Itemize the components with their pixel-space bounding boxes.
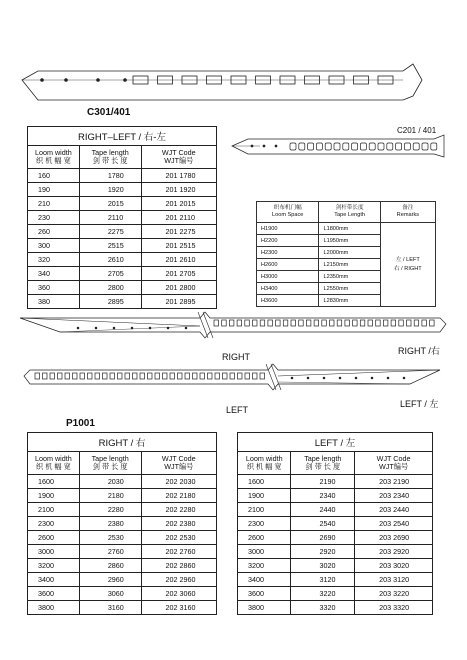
table-cell: H3400 xyxy=(257,283,319,295)
tape-slot xyxy=(299,143,305,150)
table-cell: 340 xyxy=(28,267,80,281)
tape-slot xyxy=(396,143,402,150)
table-row xyxy=(28,183,217,197)
tape-slot xyxy=(334,143,340,150)
table-cell: 1900 xyxy=(238,489,291,503)
table-cell: 3400 xyxy=(238,573,291,587)
table-cell: 300 xyxy=(28,239,80,253)
table-cell: 2600 xyxy=(238,531,291,545)
tape-slot xyxy=(431,143,437,150)
table-cell: 160 xyxy=(28,169,80,183)
c301-heading: C301/401 xyxy=(87,107,131,118)
tape-slot xyxy=(283,320,288,326)
tape-hole xyxy=(291,377,293,379)
tape-slot xyxy=(325,143,331,150)
table-row xyxy=(28,559,217,573)
table-cell: 2280 xyxy=(79,503,141,517)
p1001-left-tape-drawing xyxy=(24,364,440,390)
tape-slot xyxy=(314,320,319,326)
table-cell: 202 2860 xyxy=(141,559,216,573)
tape-slot xyxy=(422,143,428,150)
c301-tape-drawing xyxy=(22,64,422,100)
table-cell: 2610 xyxy=(79,253,141,267)
table-cell: 2690 xyxy=(291,531,355,545)
table-cell: 3800 xyxy=(28,601,80,615)
table-row xyxy=(238,489,433,503)
tape-slot xyxy=(155,373,160,379)
tape-slot xyxy=(118,373,123,379)
table-cell: 1780 xyxy=(79,169,141,183)
table-cell: 201 2895 xyxy=(141,295,216,309)
tape-slot xyxy=(391,320,396,326)
table-row xyxy=(28,573,217,587)
table-cell: 1920 xyxy=(79,183,141,197)
table-cell: 320 xyxy=(28,253,80,267)
table-cell: 1600 xyxy=(28,475,80,489)
table-cell: 1600 xyxy=(238,475,291,489)
tape-slot xyxy=(306,320,311,326)
table-cell: 3060 xyxy=(79,587,141,601)
table-cell: 202 2380 xyxy=(141,517,216,531)
table-cell: 2530 xyxy=(79,531,141,545)
tape-slot xyxy=(352,143,358,150)
c301-header-loom-width: Loom width 织 机 幅 宽 xyxy=(28,146,80,169)
tape-hole xyxy=(387,377,389,379)
remark-text: 左 / LEFT xyxy=(395,256,420,263)
table-cell: L1950mm xyxy=(319,235,380,247)
tape-slot xyxy=(290,143,296,150)
table-row xyxy=(28,211,217,225)
table-cell: H1900 xyxy=(257,223,319,235)
tape-slot xyxy=(148,373,153,379)
tape-slot xyxy=(368,320,373,326)
table-cell: 203 3120 xyxy=(355,573,433,587)
tape-slot xyxy=(316,143,322,150)
table-cell: H2200 xyxy=(257,235,319,247)
table-cell: 203 2190 xyxy=(355,475,433,489)
table-cell: 2800 xyxy=(79,281,141,295)
p1001-left-header-loom-width: Loom width 织 机 幅 宽 xyxy=(238,452,291,475)
table-row xyxy=(28,295,217,309)
tape-slot xyxy=(215,373,220,379)
tape-slot xyxy=(245,320,250,326)
tape-slot xyxy=(140,373,145,379)
p1001-left-table-body xyxy=(238,475,433,615)
tape-slot xyxy=(43,373,48,379)
table-row xyxy=(28,239,217,253)
p1001-heading: P1001 xyxy=(66,418,95,429)
tape-slot xyxy=(276,320,281,326)
table-row xyxy=(28,545,217,559)
table-cell: 3200 xyxy=(238,559,291,573)
table-row xyxy=(257,223,436,235)
table-row xyxy=(238,545,433,559)
tape-slot xyxy=(50,373,55,379)
table-cell: 210 xyxy=(28,197,80,211)
tape-hole xyxy=(403,377,405,379)
tape-slot xyxy=(360,320,365,326)
p1001-left-table xyxy=(237,432,433,615)
table-row xyxy=(28,197,217,211)
tape-slot xyxy=(80,373,85,379)
table-cell: 201 2110 xyxy=(141,211,216,225)
tape-slot xyxy=(223,373,228,379)
tape-slot xyxy=(360,143,366,150)
table-cell: 201 2800 xyxy=(141,281,216,295)
p1001-right-table-body xyxy=(28,475,217,615)
tape-slot xyxy=(73,373,78,379)
table-cell: 201 2275 xyxy=(141,225,216,239)
table-cell: 2300 xyxy=(238,517,291,531)
table-cell: 3000 xyxy=(28,545,80,559)
tape-slot xyxy=(193,373,198,379)
tape-hole xyxy=(307,377,309,379)
c301-table-caption: RIGHT–LEFT / 右-左 xyxy=(28,127,217,146)
tape-slot xyxy=(387,143,393,150)
c201-tape-drawing xyxy=(232,135,444,157)
table-cell: 2760 xyxy=(79,545,141,559)
table-cell: 2705 xyxy=(79,267,141,281)
tape-hole xyxy=(149,327,151,329)
tape-slot xyxy=(299,320,304,326)
table-cell: 202 2530 xyxy=(141,531,216,545)
tape-slot xyxy=(337,320,342,326)
table-row xyxy=(28,601,217,615)
table-row xyxy=(28,281,217,295)
tape-slot xyxy=(422,320,427,326)
table-cell: 3160 xyxy=(79,601,141,615)
table-cell: 2275 xyxy=(79,225,141,239)
tape-slot xyxy=(343,143,349,150)
tape-slot xyxy=(376,320,381,326)
tape-slot xyxy=(200,373,205,379)
c201-table xyxy=(256,201,436,307)
remark-text: 右 / RIGHT xyxy=(394,265,422,272)
tape-hole xyxy=(95,327,97,329)
table-cell: H2300 xyxy=(257,247,319,259)
tape-slot xyxy=(214,320,219,326)
c201-header-remarks: 备注 Remarks xyxy=(380,202,435,223)
table-row xyxy=(28,253,217,267)
table-cell: H3600 xyxy=(257,295,319,307)
table-cell: H3000 xyxy=(257,271,319,283)
p1001-left-table-caption: LEFT / 左 xyxy=(238,433,433,452)
table-cell: 2515 xyxy=(79,239,141,253)
tape-hole xyxy=(339,377,341,379)
p1001-right-table-caption: RIGHT / 右 xyxy=(28,433,217,452)
tape-slot xyxy=(58,373,63,379)
tape-slot xyxy=(208,373,213,379)
table-cell: 3020 xyxy=(291,559,355,573)
tape-slot xyxy=(35,373,40,379)
tape-slot xyxy=(322,320,327,326)
table-cell: 202 2280 xyxy=(141,503,216,517)
left-cn-label: LEFT / 左 xyxy=(400,399,439,409)
c301-header-tape-length: Tape length 剑 带 长 度 xyxy=(79,146,141,169)
tape-slot xyxy=(185,373,190,379)
tape-slot xyxy=(65,373,70,379)
table-cell: 203 2340 xyxy=(355,489,433,503)
c201-heading: C201 / 401 xyxy=(397,126,437,135)
tape-hole xyxy=(113,327,115,329)
table-cell: L2350mm xyxy=(319,271,380,283)
table-row xyxy=(238,503,433,517)
c301-header-wjt-code: WJT Code WJT编号 xyxy=(141,146,216,169)
table-cell: 202 2760 xyxy=(141,545,216,559)
table-row xyxy=(238,559,433,573)
p1001-right-table xyxy=(27,432,217,615)
table-cell: 3000 xyxy=(238,545,291,559)
tape-slot xyxy=(413,143,419,150)
table-row xyxy=(28,517,217,531)
table-cell: 3320 xyxy=(291,601,355,615)
tape-slot xyxy=(378,143,384,150)
table-cell: 2340 xyxy=(291,489,355,503)
tape-slot xyxy=(88,373,93,379)
tape-slot xyxy=(110,373,115,379)
table-cell: 202 2030 xyxy=(141,475,216,489)
table-cell: L2000mm xyxy=(319,247,380,259)
table-cell: 2440 xyxy=(291,503,355,517)
table-row xyxy=(238,517,433,531)
c201-header-loom-space: 织布机门幅 Loom Space xyxy=(257,202,319,223)
p1001-right-header-loom-width: Loom width 织 机 幅 宽 xyxy=(28,452,80,475)
table-cell: L2150mm xyxy=(319,259,380,271)
tape-slot xyxy=(268,320,273,326)
tape-slot xyxy=(245,373,250,379)
table-row xyxy=(238,475,433,489)
tape-slot xyxy=(163,373,168,379)
table-cell: 203 2920 xyxy=(355,545,433,559)
table-cell: 2860 xyxy=(79,559,141,573)
c201-table-body xyxy=(257,223,436,307)
tape-slot xyxy=(222,320,227,326)
table-cell: 2380 xyxy=(79,517,141,531)
tape-slot xyxy=(230,373,235,379)
table-cell: 2960 xyxy=(79,573,141,587)
p1001-right-tape-drawing xyxy=(20,312,446,338)
tape-slot xyxy=(95,373,100,379)
table-cell: 2110 xyxy=(79,211,141,225)
tape-slot xyxy=(430,320,435,326)
tape-slot xyxy=(399,320,404,326)
tape-hole xyxy=(355,377,357,379)
table-cell: 2030 xyxy=(79,475,141,489)
tape-slot xyxy=(291,320,296,326)
table-cell: 3600 xyxy=(238,587,291,601)
table-cell: 201 2705 xyxy=(141,267,216,281)
table-cell: 3120 xyxy=(291,573,355,587)
table-cell: 203 2440 xyxy=(355,503,433,517)
table-row xyxy=(28,475,217,489)
table-row xyxy=(238,573,433,587)
table-cell: 203 2690 xyxy=(355,531,433,545)
table-cell: 1900 xyxy=(28,489,80,503)
table-cell: H2600 xyxy=(257,259,319,271)
tape-slot xyxy=(369,143,375,150)
table-cell: 2920 xyxy=(291,545,355,559)
table-cell: 2300 xyxy=(28,517,80,531)
tape-hole xyxy=(167,327,169,329)
tape-hole xyxy=(371,377,373,379)
tape-slot xyxy=(103,373,108,379)
table-cell: 201 1780 xyxy=(141,169,216,183)
table-cell: 230 xyxy=(28,211,80,225)
left-label: LEFT xyxy=(226,405,249,415)
table-row xyxy=(28,225,217,239)
tape-slot xyxy=(133,373,138,379)
tape-slot xyxy=(253,373,258,379)
table-cell: 201 1920 xyxy=(141,183,216,197)
table-cell: 3220 xyxy=(291,587,355,601)
table-cell: 190 xyxy=(28,183,80,197)
table-cell: 203 2540 xyxy=(355,517,433,531)
table-row xyxy=(238,601,433,615)
tape-hole xyxy=(323,377,325,379)
tape-hole xyxy=(185,327,187,329)
table-cell: 2100 xyxy=(28,503,80,517)
table-cell: 2180 xyxy=(79,489,141,503)
table-cell: 3200 xyxy=(28,559,80,573)
c201-header-tape-length: 剑杆带长度 Tape Length xyxy=(319,202,380,223)
tape-slot xyxy=(178,373,183,379)
p1001-left-header-wjt-code: WJT Code WJT编号 xyxy=(355,452,433,475)
table-cell: 2100 xyxy=(238,503,291,517)
table-cell: 201 2610 xyxy=(141,253,216,267)
tape-slot xyxy=(414,320,419,326)
tape-hole xyxy=(77,327,79,329)
tape-slot xyxy=(238,373,243,379)
tape-slot xyxy=(125,373,130,379)
tape-slot xyxy=(237,320,242,326)
tape-slot xyxy=(404,143,410,150)
table-cell: 2600 xyxy=(28,531,80,545)
table-cell: L2550mm xyxy=(319,283,380,295)
table-cell: 202 3160 xyxy=(141,601,216,615)
table-cell: 203 3320 xyxy=(355,601,433,615)
c301-table-body xyxy=(28,169,217,309)
p1001-right-header-tape-length: Tape length 剑 带 长 度 xyxy=(79,452,141,475)
table-cell: 260 xyxy=(28,225,80,239)
table-row xyxy=(28,267,217,281)
table-row xyxy=(28,169,217,183)
tape-slot xyxy=(170,373,175,379)
table-cell: 202 2960 xyxy=(141,573,216,587)
table-cell: 3800 xyxy=(238,601,291,615)
tape-slot xyxy=(353,320,358,326)
table-cell: 3400 xyxy=(28,573,80,587)
c301-table xyxy=(27,126,217,309)
table-cell: 2895 xyxy=(79,295,141,309)
remarks-cell xyxy=(380,223,435,307)
table-cell: 203 3020 xyxy=(355,559,433,573)
table-cell: 203 3220 xyxy=(355,587,433,601)
table-row xyxy=(28,489,217,503)
table-cell: L1800mm xyxy=(319,223,380,235)
tape-slot xyxy=(330,320,335,326)
table-row xyxy=(238,587,433,601)
p1001-left-header-tape-length: Tape length 剑 带 长 度 xyxy=(291,452,355,475)
tape-slot xyxy=(308,143,314,150)
table-cell: 202 2180 xyxy=(141,489,216,503)
table-row xyxy=(238,531,433,545)
table-cell: 2540 xyxy=(291,517,355,531)
tape-slot xyxy=(260,320,265,326)
tape-slot xyxy=(260,373,265,379)
p1001-right-header-wjt-code: WJT Code WJT编号 xyxy=(141,452,216,475)
right-label: RIGHT xyxy=(222,352,250,362)
table-cell: 380 xyxy=(28,295,80,309)
tape-slot xyxy=(407,320,412,326)
table-row xyxy=(28,503,217,517)
table-cell: 3600 xyxy=(28,587,80,601)
tape-slot xyxy=(229,320,234,326)
right-cn-label: RIGHT /右 xyxy=(398,346,440,356)
table-cell: L2830mm xyxy=(319,295,380,307)
table-cell: 201 2515 xyxy=(141,239,216,253)
tape-hole xyxy=(131,327,133,329)
table-cell: 201 2015 xyxy=(141,197,216,211)
tape-slot xyxy=(253,320,258,326)
tape-slot xyxy=(383,320,388,326)
table-cell: 202 3060 xyxy=(141,587,216,601)
table-row xyxy=(28,587,217,601)
table-row xyxy=(28,531,217,545)
table-cell: 2190 xyxy=(291,475,355,489)
table-cell: 2015 xyxy=(79,197,141,211)
tape-slot xyxy=(345,320,350,326)
table-cell: 360 xyxy=(28,281,80,295)
